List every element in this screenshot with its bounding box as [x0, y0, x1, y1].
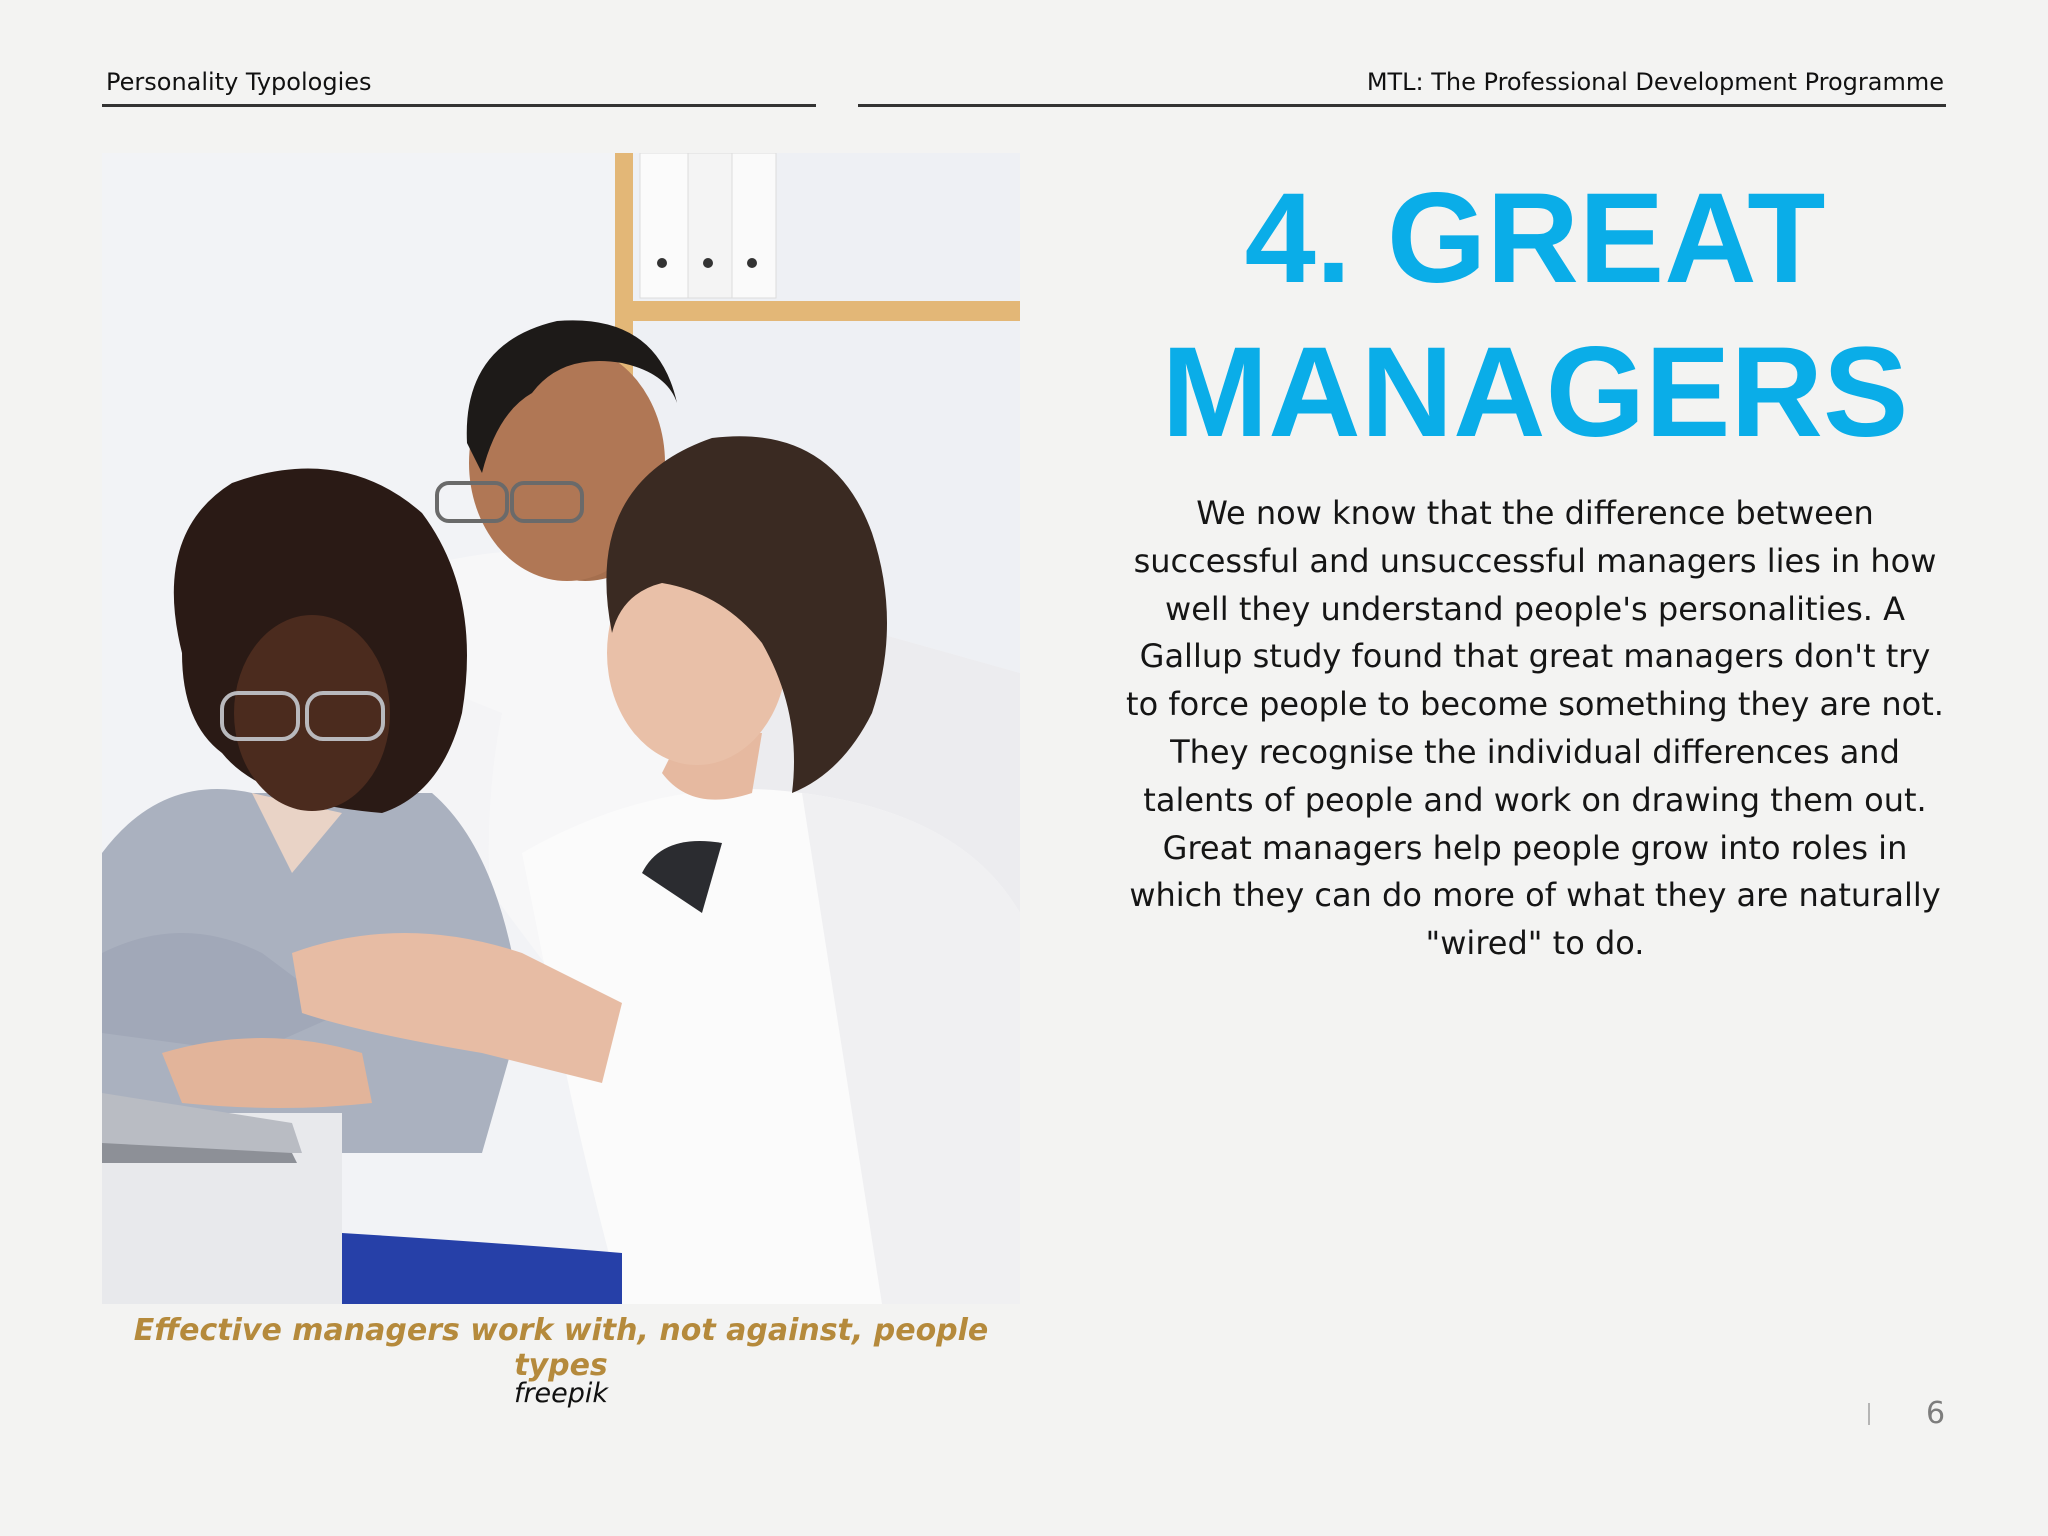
page-number-divider — [1868, 1403, 1870, 1425]
slide-title-line-2: MANAGERS — [1161, 321, 1909, 464]
programme-title: MTL: The Professional Development Programme — [1366, 68, 1944, 96]
image-caption: Effective managers work with, not against, people types — [133, 1313, 989, 1383]
office-team-photo — [102, 153, 1020, 1304]
slide-title — [1100, 162, 1970, 470]
body-paragraph: We now know that the difference between successful and unsuccessful managers lies in how well they understand people's personalities. A Gallup study found that great managers don't try to force people to become something they are not. They recognise the individual differences and talents of people and work on drawing them out. Great managers help people grow into roles in which they can do more of what they are naturally "wired" to do. — [1126, 494, 1944, 963]
image-credit: freepik — [513, 1378, 609, 1409]
page-number: 6 — [1926, 1396, 1946, 1431]
slide-title-line-1: 4. GREAT — [1244, 167, 1826, 310]
document-section-title: Personality Typologies — [106, 68, 372, 96]
header-right — [858, 66, 1946, 107]
header-left — [102, 66, 816, 107]
